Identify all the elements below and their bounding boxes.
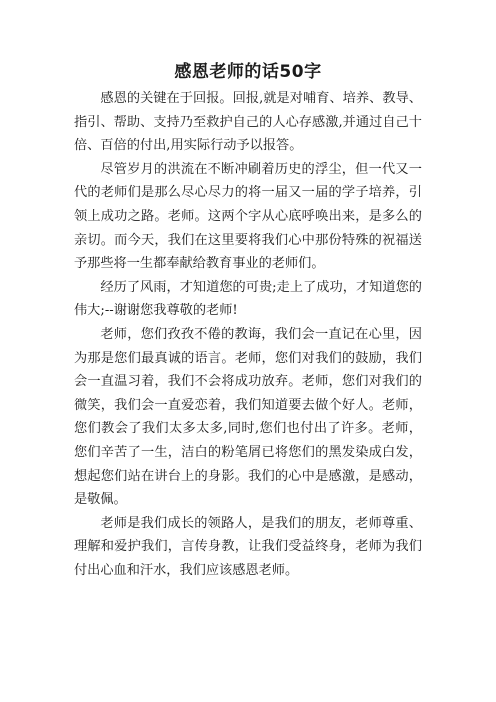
document-page [74,58,422,582]
document-title: 感恩老师的话50字 [174,62,322,82]
paragraph-2: 尽管岁月的洪流在不断冲刷着历史的浮尘，但一代又一代的老师们是那么尽心尽力的将一届又一届的学子培养，引领上成功之路。老师。这两个字从心底呼唤出来，是多么的亲切。而今天，我们在这里要将我们心中那份特殊的祝福送予那些将一生都奉献给教育事业的老师们。 [74,161,422,272]
paragraph-5: 老师是我们成长的领路人，是我们的朋友，老师尊重、理解和爱护我们，言传身教，让我们受益终身，老师为我们付出心血和汗水，我们应该感恩老师。 [74,515,422,578]
paragraph-4: 老师，您们孜孜不倦的教诲，我们会一直记在心里，因为那是您们最真诚的语言。老师，您们对我们的鼓励，我们会一直温习着，我们不会将成功放弃。老师，您们对我们的微笑，我们会一直爱恋着，我们知道要去做个好人。老师，您们教会了我们太多太多,同时,您们也付出了许多。老师，您们辛苦了一生，洁白的粉笔屑已将您们的黑发染成白发，想起您们站在讲台上的身影。我们的心中是感激，是感动，是敬佩。 [74,326,422,508]
paragraph-3: 经历了风雨，才知道您的可贵;走上了成功，才知道您的伟大;--谢谢您我尊敬的老师! [74,279,422,319]
paragraph-1: 感恩的关键在于回报。回报,就是对哺育、培养、教导、指引、帮助、支持乃至救护自己的人心存感激,并通过自己十倍、百倍的付出,用实际行动予以报答。 [74,91,422,154]
